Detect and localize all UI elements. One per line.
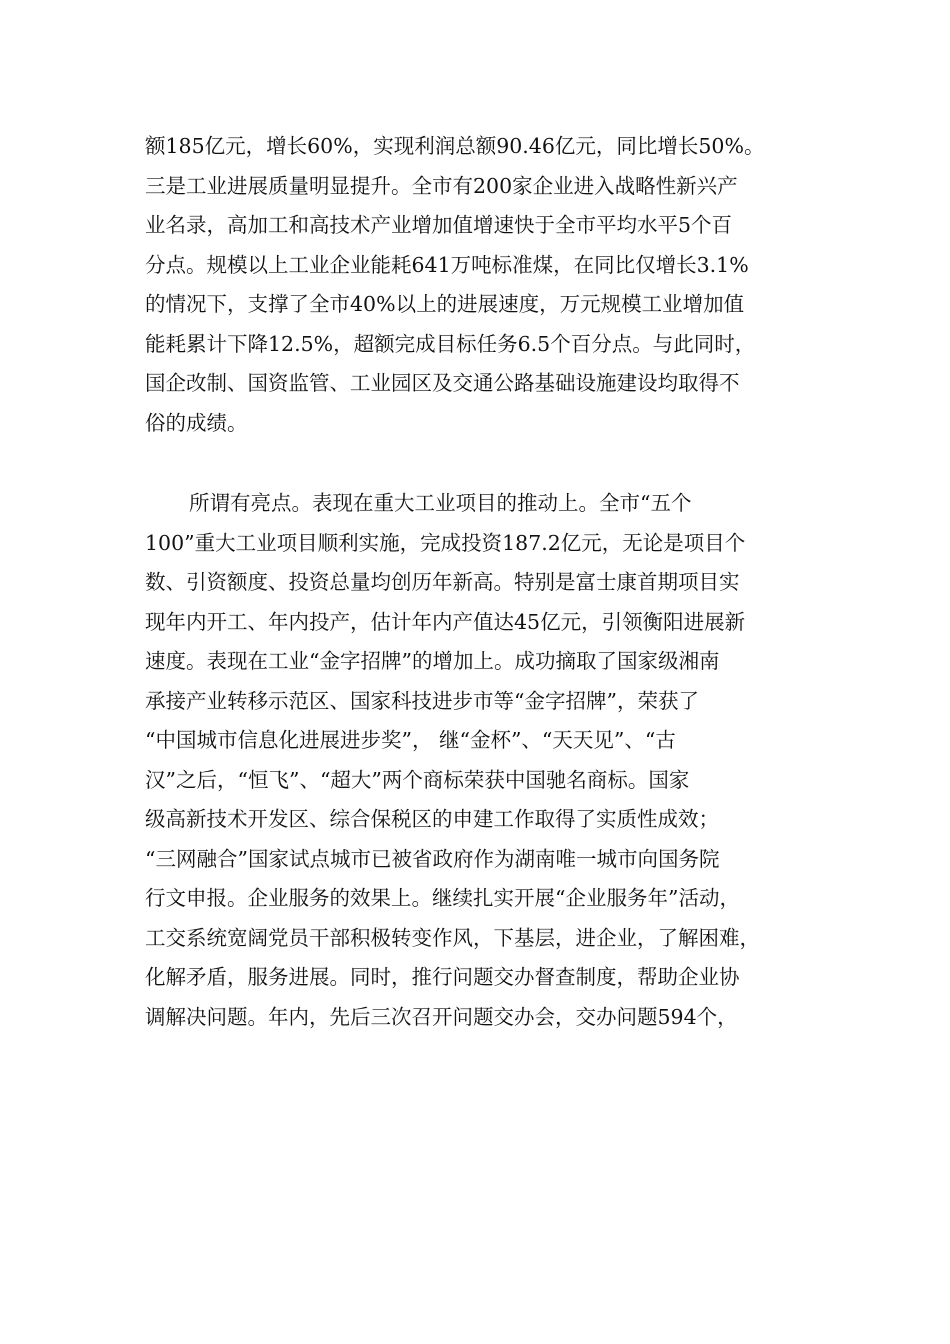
text-line: 额185亿元，增长60%，实现利润总额90.46亿元，同比增长50%。 xyxy=(145,134,765,158)
text-line: 业名录，高加工和高技术产业增加值增速快于全市平均水平5个百 xyxy=(145,213,733,237)
text-line: 工交系统宽阔党员干部积极转变作风，下基层，进企业，了解困难， xyxy=(145,925,760,950)
text-line: 化解矛盾，服务进展。同时，推行问题交办督查制度，帮助企业协 xyxy=(145,965,740,990)
text-line: 级高新技术开发区、综合保税区的申建工作取得了实质性成效； xyxy=(145,807,719,832)
text-line: 能耗累计下降12.5%，超额完成目标任务6.5个百分点。与此同时， xyxy=(145,331,756,356)
text-line: “三网融合”国家试点城市已被省政府作为湖南唯一城市向国务院 xyxy=(145,846,720,871)
text-line: 行文申报。企业服务的效果上。继续扎实开展“企业服务年”活动， xyxy=(145,886,740,911)
text-line: 汉”之后，“恒飞”、“超大”两个商标荣获中国驰名商标。国家 xyxy=(145,767,690,792)
text-line: 100”重大工业项目顺利实施，完成投资187.2亿元，无论是项目个 xyxy=(145,530,746,555)
text-line: “中国城市信息化进展进步奖”， 继“金杯”、“天天见”、“古 xyxy=(145,728,676,753)
text-line: 速度。表现在工业“金字招牌”的增加上。成功摘取了国家级湘南 xyxy=(145,649,720,674)
text-line: 分点。规模以上工业企业能耗641万吨标准煤，在同比仅增长3.1% xyxy=(145,252,749,277)
text-line: 国企改制、国资监管、工业园区及交通公路基础设施建设均取得不 xyxy=(145,371,740,395)
text-line: 调解决问题。年内，先后三次召开问题交办会，交办问题594个， xyxy=(145,1004,738,1029)
text-line: 数、引资额度、投资总量均创历年新高。特别是富士康首期项目实 xyxy=(145,570,740,595)
text-line: 三是工业进展质量明显提升。全市有200家企业进入战略性新兴产 xyxy=(145,173,738,198)
text-line: 的情况下，支撑了全市40%以上的进展速度，万元规模工业增加值 xyxy=(145,292,745,316)
text-line: 所谓有亮点。表现在重大工业项目的推动上。全市“五个 xyxy=(189,491,692,516)
text-line: 现年内开工、年内投产，估计年内产值达45亿元，引领衡阳进展新 xyxy=(145,609,746,634)
text-line: 俗的成绩。 xyxy=(145,410,248,435)
text-line: 承接产业转移示范区、国家科技进步市等“金字招牌”，荣获了 xyxy=(145,688,699,713)
